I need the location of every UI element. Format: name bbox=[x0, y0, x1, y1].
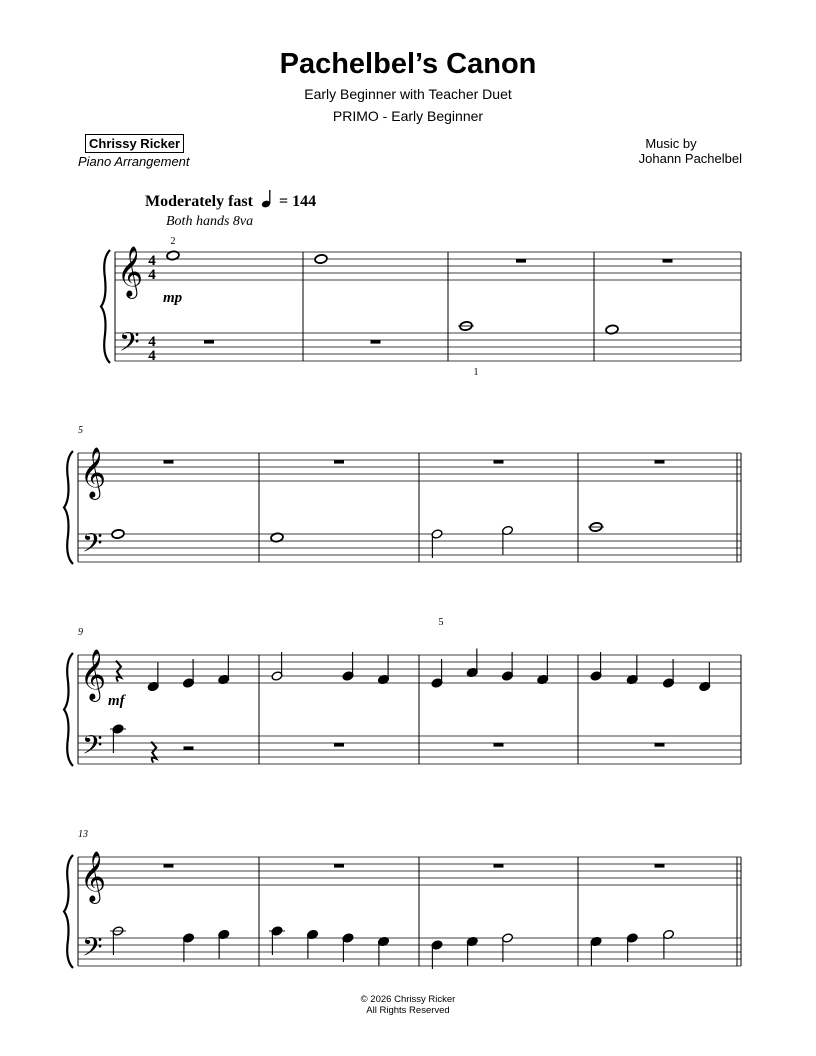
arranger-role: Piano Arrangement bbox=[78, 154, 190, 169]
tempo-bpm: = 144 bbox=[278, 193, 317, 210]
treble-note bbox=[431, 659, 443, 688]
bass-clef-icon: 𝄢 bbox=[82, 729, 103, 767]
treble-note bbox=[147, 663, 159, 692]
copyright bbox=[0, 994, 816, 1016]
bass-note bbox=[458, 321, 474, 331]
system-brace bbox=[64, 855, 73, 968]
bass-note bbox=[588, 522, 604, 532]
notehead bbox=[314, 254, 327, 264]
treble-staff bbox=[78, 453, 741, 481]
dynamic-marking: mf bbox=[108, 693, 125, 709]
measure-number: 9 bbox=[78, 627, 83, 638]
notehead bbox=[111, 529, 124, 539]
quarter-rest bbox=[116, 661, 121, 682]
score-title: Pachelbel’s Canon bbox=[279, 48, 537, 80]
whole-rest bbox=[655, 864, 665, 868]
bass-note bbox=[502, 525, 514, 554]
bass-staff bbox=[115, 333, 741, 361]
bass-clef-icon: 𝄢 bbox=[82, 527, 103, 565]
whole-rest bbox=[663, 259, 673, 263]
bass-staff bbox=[78, 938, 741, 966]
treble-note bbox=[314, 254, 327, 264]
whole-rest bbox=[334, 460, 344, 464]
composer-credit-label: Music by bbox=[645, 136, 697, 151]
fingering-number: 2 bbox=[170, 236, 176, 247]
whole-rest bbox=[164, 460, 174, 464]
time-signature-bottom: 4 bbox=[148, 348, 156, 364]
system-brace bbox=[64, 653, 73, 766]
bass-note bbox=[502, 933, 514, 962]
tempo-text: Moderately fast bbox=[145, 193, 253, 210]
treble-note bbox=[502, 652, 514, 681]
bass-note bbox=[466, 936, 478, 965]
treble-clef-icon: 𝄞 bbox=[117, 246, 144, 297]
half-rest bbox=[184, 746, 194, 750]
whole-rest bbox=[655, 743, 665, 747]
whole-rest bbox=[371, 340, 381, 344]
score-subtitle: Early Beginner with Teacher Duet bbox=[304, 86, 512, 102]
whole-rest bbox=[655, 460, 665, 464]
bass-note bbox=[218, 929, 230, 958]
composer-name: Johann Pachelbel bbox=[638, 151, 742, 166]
bass-note bbox=[431, 529, 443, 558]
bass-staff bbox=[78, 736, 741, 764]
bass-note bbox=[663, 929, 675, 958]
fingering-number: 1 bbox=[473, 367, 479, 378]
arranger-name: Chrissy Ricker bbox=[85, 134, 184, 153]
treble-clef-icon: 𝄞 bbox=[80, 851, 107, 902]
treble-note bbox=[590, 652, 602, 681]
treble-clef-icon: 𝄞 bbox=[80, 649, 107, 700]
bass-note bbox=[626, 933, 638, 962]
system-brace bbox=[64, 451, 73, 564]
treble-note bbox=[537, 656, 549, 685]
whole-rest bbox=[494, 743, 504, 747]
whole-rest bbox=[334, 743, 344, 747]
bass-note bbox=[342, 933, 354, 962]
bass-staff bbox=[78, 534, 741, 562]
treble-note bbox=[183, 659, 195, 688]
bass-clef-icon: 𝄢 bbox=[119, 326, 140, 364]
bass-note bbox=[110, 926, 126, 955]
treble-note bbox=[271, 652, 283, 681]
treble-note bbox=[699, 663, 711, 692]
fingering-number: 5 bbox=[438, 617, 444, 628]
bass-note bbox=[307, 929, 319, 958]
measure-number: 5 bbox=[78, 425, 83, 436]
bass-note bbox=[111, 529, 124, 539]
whole-rest bbox=[494, 864, 504, 868]
bass-note bbox=[183, 933, 195, 962]
whole-rest bbox=[334, 864, 344, 868]
part-label: PRIMO - Early Beginner bbox=[332, 108, 484, 124]
time-signature-top: 4 bbox=[148, 253, 156, 269]
rights-line: All Rights Reserved bbox=[366, 1005, 450, 1016]
bass-note bbox=[378, 936, 390, 965]
treble-note bbox=[663, 659, 675, 688]
bass-note bbox=[110, 724, 126, 753]
bass-clef-icon: 𝄢 bbox=[82, 931, 103, 969]
dynamic-marking: mp bbox=[163, 290, 183, 306]
treble-note bbox=[378, 656, 390, 685]
treble-staff bbox=[78, 857, 741, 885]
quarter-rest bbox=[151, 742, 156, 763]
whole-rest bbox=[494, 460, 504, 464]
system-brace bbox=[101, 250, 110, 363]
whole-rest bbox=[204, 340, 214, 344]
bass-note bbox=[269, 926, 285, 955]
octave-instruction: Both hands 8va bbox=[166, 214, 254, 229]
time-signature-bottom: 4 bbox=[148, 267, 156, 283]
treble-clef-icon: 𝄞 bbox=[80, 447, 107, 498]
treble-staff bbox=[115, 252, 741, 280]
treble-note bbox=[342, 652, 354, 681]
measure-number: 13 bbox=[78, 829, 88, 840]
time-signature-top: 4 bbox=[148, 334, 156, 350]
whole-rest bbox=[516, 259, 526, 263]
treble-note bbox=[626, 656, 638, 685]
treble-note bbox=[466, 649, 478, 678]
treble-note bbox=[218, 656, 230, 685]
bass-note bbox=[431, 940, 443, 969]
whole-rest bbox=[164, 864, 174, 868]
treble-staff bbox=[78, 655, 741, 683]
bass-note bbox=[590, 936, 602, 965]
copyright-line: © 2026 Chrissy Ricker bbox=[360, 994, 456, 1005]
